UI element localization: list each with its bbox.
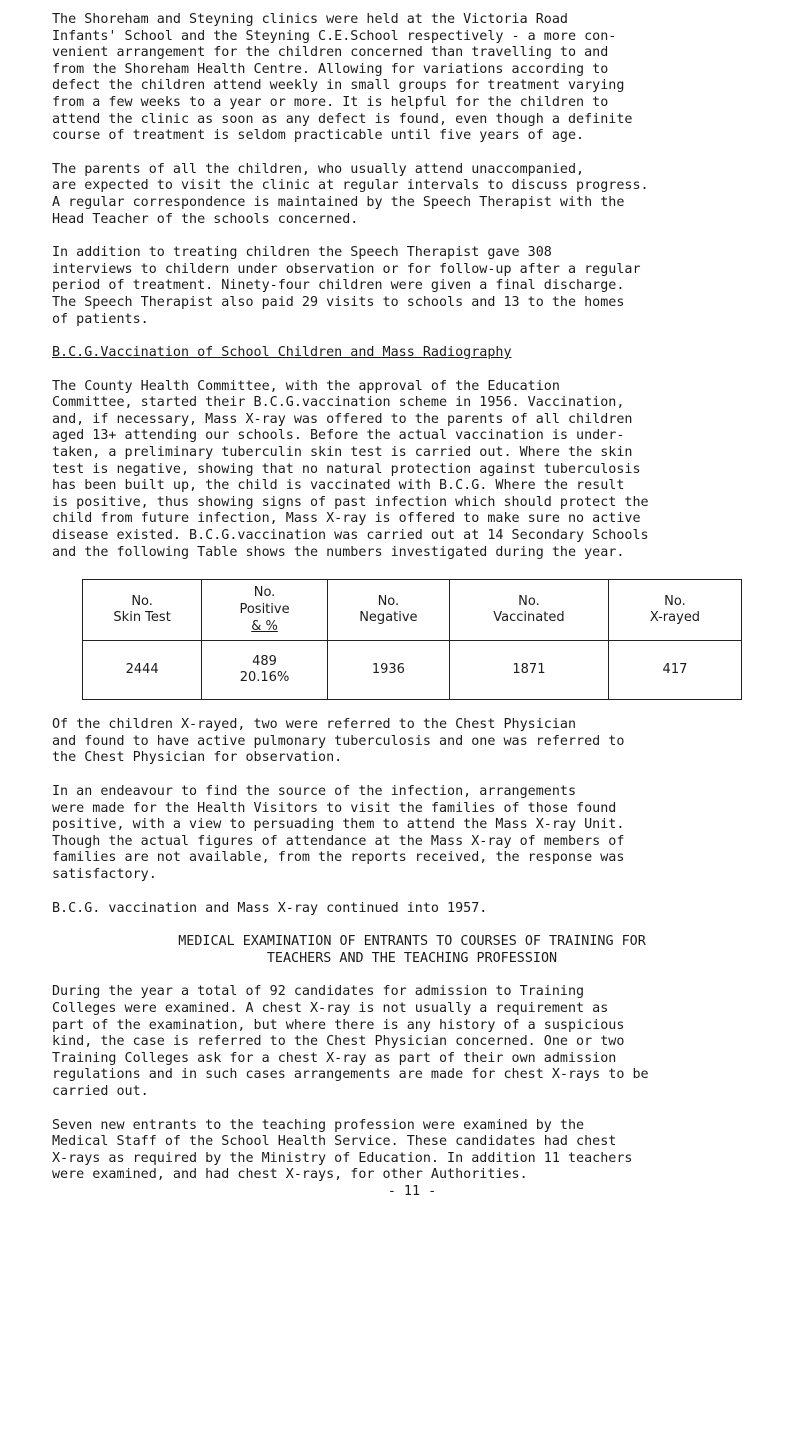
heading-medical-examination: MEDICAL EXAMINATION OF ENTRANTS TO COURSES OF TRAINING FOR TEACHERS AND THE TEACHING PROFESSION — [178, 934, 646, 966]
paragraph-clinics: The Shoreham and Steyning clinics were held at the Victoria Road Infants' School and the Steyning C.E.School respectively - a more con- venient arrangement for the children concerned than travelling to and from the Shoreham Health Centre. Allowing for variations according to defect the children attend weekly in small groups for treatment varying from a few weeks to a year or more. It is helpful for the children to attend the clinic as soon as any defect is found, even though a definite course of treatment is seldom practicable until five years of age. — [52, 12, 633, 144]
paragraph-referrals: Of the children X-rayed, two were referred to the Chest Physician and found to have active pulmonary tuberculosis and one was referred to the Chest Physician for observation. — [52, 717, 625, 766]
paragraph-speech-therapist: In addition to treating children the Speech Therapist gave 308 interviews to childern under observation or for follow-up after a regular period of treatment. Ninety-four children were given a final discharge. The Speech Therapist also paid 29 visits to schools and 13 to the homes of patients. — [52, 245, 641, 327]
table-header-x-rayed: No. X-rayed — [608, 580, 741, 641]
bcg-statistics-table — [82, 579, 742, 700]
paragraph-training-colleges: During the year a total of 92 candidates for admission to Training Colleges were examined. A chest X-ray is not usually a requirement as part of the examination, but where there is any history of a suspicious kind, the case is referred to the Chest Physician concerned. One or two Training Colleges ask for a chest X-ray as part of their own admission regulations and in such cases arrangements are made for chest X-rays to be carried out. — [52, 984, 649, 1099]
table-row — [83, 641, 742, 700]
cell-positive: 489 20.16% — [202, 641, 328, 700]
cell-negative: 1936 — [327, 641, 449, 700]
heading-bcg-vaccination: B.C.G.Vaccination of School Children and Mass Radiography — [52, 345, 512, 361]
page-number: - 11 - — [387, 1183, 437, 1199]
paragraph-health-visitors: In an endeavour to find the source of the infection, arrangements were made for the Health Visitors to visit the families of those found positive, with a view to persuading them to attend the Mass X-ray Unit. Though the actual figures of attendance at the Mass X-ray of members of families are not available, from the reports received, the response was satisfactory. — [52, 784, 625, 882]
cell-skin-test: 2444 — [83, 641, 202, 700]
table-header-negative: No. Negative — [327, 580, 449, 641]
paragraph-bcg-scheme: The County Health Committee, with the approval of the Education Committee, started their B.C.G.vaccination scheme in 1956. Vaccination, and, if necessary, Mass X-ray was offered to the parents of all children aged 13+ attending our schools. Before the actual vaccination is under- taken, a preliminary tuberculin skin test is carried out. Where the skin test is negative, showing that no natural protection against tuberculosis has been built up, the child is vaccinated with B.C.G. Where the result is positive, thus showing signs of past infection which should protect the child from future infection, Mass X-ray is offered to make sure no active disease existed. B.C.G.vaccination was carried out at 14 Secondary Schools and the following Table shows the numbers investigated during the year. — [52, 378, 649, 560]
table-header-skin-test: No. Skin Test — [83, 580, 202, 641]
paragraph-parents: The parents of all the children, who usually attend unaccompanied, are expected to visit the clinic at regular intervals to discuss progress. A regular correspondence is maintained by the Speech Therapist with the Head Teacher of the schools concerned. — [52, 161, 649, 227]
cell-x-rayed: 417 — [608, 641, 741, 700]
paragraph-new-entrants: Seven new entrants to the teaching profession were examined by the Medical Staff of the School Health Service. These candidates had chest X-rays as required by the Ministry of Education. In addition 11 teachers were examined, and had chest X-rays, for other Authorities. — [52, 1117, 633, 1183]
table-header-positive: No. Positive & % — [202, 580, 328, 641]
table-header-vaccinated: No. Vaccinated — [449, 580, 608, 641]
paragraph-continued: B.C.G. vaccination and Mass X-ray continued into 1957. — [52, 900, 488, 916]
document-page — [52, 12, 772, 1200]
cell-vaccinated: 1871 — [449, 641, 608, 700]
table-header-row — [83, 580, 742, 641]
